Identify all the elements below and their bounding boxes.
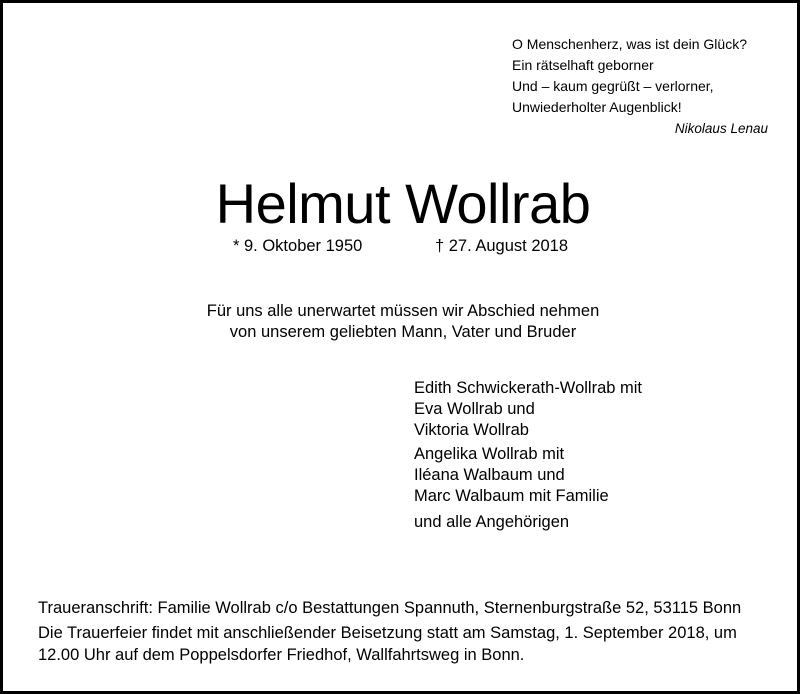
ceremony-line: 12.00 Uhr auf dem Poppelsdorfer Friedhof, Wallfahrtsweg in Bonn. [38,646,525,664]
mourner-line: Marc Walbaum mit Familie [414,487,609,505]
quote-line: Ein rätselhaft geborner [512,57,654,73]
poem-quote [512,34,772,139]
ceremony-line: Die Trauerfeier findet mit anschließender Beisetzung statt am Samstag, 1. September 2018, um [38,624,737,642]
quote-line: O Menschenherz, was ist dein Glück? [512,36,747,52]
mourner-line: und alle Angehörigen [414,513,570,531]
quote-line: Unwiederholter Augenblick! [512,99,682,115]
mourner-line: Iléana Walbaum und [414,466,565,484]
deceased-name: Helmut Wollrab [215,172,591,235]
quote-author: Nikolaus Lenau [674,121,768,136]
funeral-info [38,597,778,666]
mourner-line: Eva Wollrab und [414,400,535,418]
mourner-line: Viktoria Wollrab [414,421,529,439]
mourners-list [414,378,642,533]
farewell-line: von unserem geliebten Mann, Vater und Bruder [229,323,577,341]
death-date: † 27. August 2018 [435,237,569,255]
mourner-line: Edith Schwickerath-Wollrab mit [414,379,643,397]
farewell-text [3,301,800,343]
mourning-address: Traueranschrift: Familie Wollrab c/o Bestattungen Spannuth, Sternenburgstraße 52, 53115 Bonn [38,599,742,617]
farewell-line: Für uns alle unerwartet müssen wir Abschied nehmen [206,302,600,320]
birth-date: * 9. Oktober 1950 [233,237,363,255]
quote-line: Und – kaum gegrüßt – verlorner, [512,78,714,94]
mourner-line: Angelika Wollrab mit [414,445,565,463]
